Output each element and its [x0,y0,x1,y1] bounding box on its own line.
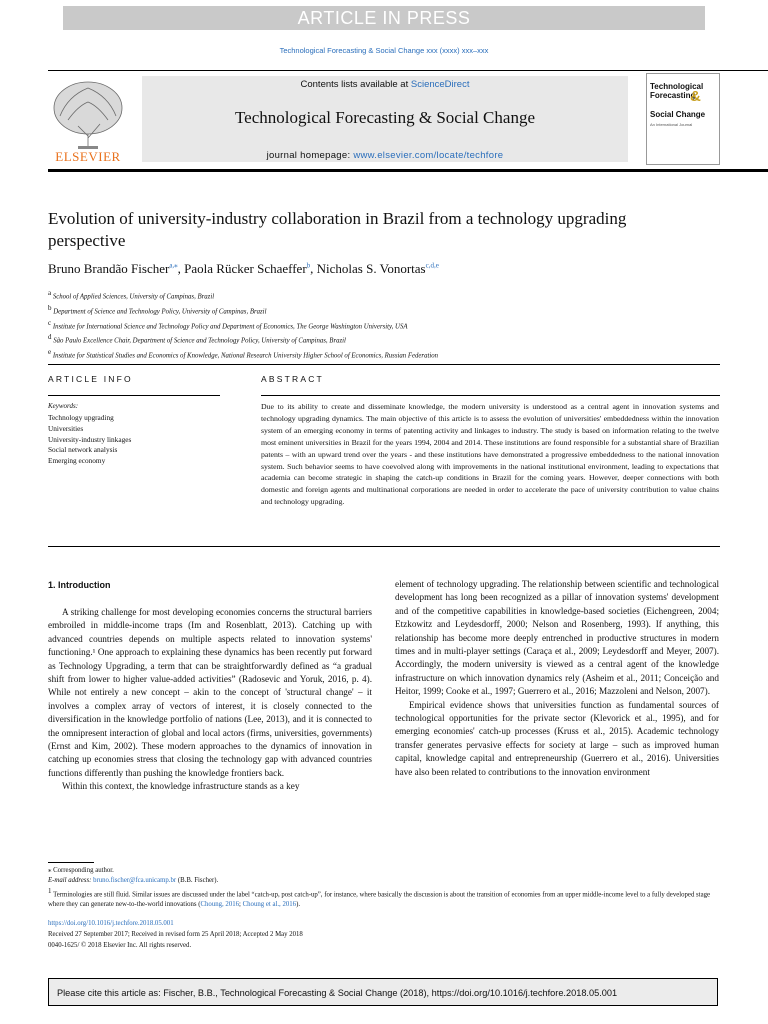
affiliation-mark: a [48,289,52,297]
article-in-press-banner: ARTICLE IN PRESS [63,6,705,30]
affiliation-text: São Paulo Excellence Chair, Department of Science and Technology Policy, University of Campinas, Brazil [53,337,346,345]
corresponding-note: ⁎ Corresponding author. [48,867,114,874]
footnote-end: ). [296,901,301,909]
abstract-rule [261,395,720,396]
keyword: Social network analysis [48,445,118,455]
affiliation [48,303,438,318]
author-list: Bruno Brandão Fischer$^{a,⁎}$, Paola Rücker Schaeffer$^b$, Nicholas S. Vonortas$^{c,d,e}$ [48,261,439,276]
homepage-link[interactable]: www.elsevier.com/locate/techfore [353,150,504,161]
email-suffix: (B.B. Fischer). [176,877,219,884]
author-name: Paola Rücker Schaeffer [184,261,307,276]
affiliation [48,288,438,303]
cover-line3: Social Change [650,110,706,119]
article-title: Evolution of university-industry collaboration in Brazil from a technology upgrading perspective [48,209,627,250]
cover-line2: Forecasting [650,91,696,100]
author-sup[interactable]: a,⁎ [169,261,178,270]
homepage-prefix: journal homepage: [266,150,354,161]
affiliation [48,347,438,362]
article-info-heading: ARTICLE INFO [48,374,133,384]
journal-homepage-line [142,150,628,161]
footnote-ref[interactable]: Choung, 2016 [200,901,240,909]
email-link[interactable]: bruno.fischer@fca.unicamp.br [93,877,177,884]
doi-link[interactable]: https://doi.org/10.1016/j.techfore.2018.05.001 [48,920,174,927]
email-note [48,876,720,886]
sciencedirect-link[interactable]: ScienceDirect [410,79,470,90]
affiliation [48,332,438,347]
paragraph: element of technology upgrading. The relationship between scientific and technological development has long been recognized as a pillar of innovation systems' development and of the competitive capabilities in knowledge-based societies (Eichengreen, 2004; Etzkowitz and Leydesdorff, 2000; Nelson and Rosenberg, 1993). If anything, this relationship has become more deeply entrenched in productive structures in modern times and in multi-player settings (Caraça et al., 2009; Leydesdorff and Meyer, 2007). Accordingly, the modern university is viewed as a central agent of the knowledge infrastructure on which innovation dynamics rely (Asheim et al., 2011; Conceição and Heitor, 1999; Cooke et al., 1997; Guerrero et al., 2016; Mazzoleni and Nelson, 2007). [395,579,719,697]
section-rule [48,364,720,365]
author-sup[interactable]: c,d,e [425,261,439,270]
abstract-heading: ABSTRACT [261,374,324,384]
contents-prefix: Contents lists available at [300,79,411,90]
keyword: Emerging economy [48,456,106,466]
affiliation-text: Institute for International Science and Technology Policy and Department of Economics, The George Washington University, USA [52,322,408,330]
footnote-mark: 1 [48,887,52,895]
affiliation-text: School of Applied Sciences, University of Campinas, Brazil [52,293,215,301]
elsevier-wordmark: ELSEVIER [55,149,121,164]
copyright: 0040-1625/ © 2018 Elsevier Inc. All rights reserved. [48,942,192,949]
affiliation-mark: b [48,303,52,312]
received-dates: Received 27 September 2017; Received in revised form 25 April 2018; Accepted 2 May 2018 [48,931,303,938]
keywords-label: Keywords: [48,402,79,410]
abstract-text: Due to its ability to create and disseminate knowledge, the modern university is understood as a central agent in innovation systems and technology upgrading dynamics. The main objective of this article is to assess the evolution of universities' embeddedness within the innovation system of an emerging economy in terms of patenting activity and linkages to industry. The study is based on information relating to the twelve most eminent universities in Brazil for the years 1994, 2004 and 2014. These institutions are found responsible for a substantial share of Brazilian patents – with an upward trend over the years - and these institutions have demonstrated a progressive embeddedness to the national innovation system. Such behavior seems to have coevolved along with improvements in the national institutional environment, leading to expectations that academia can become strategic in shaping the catch-up conditions in Brazil for the coming years. However, deeper connections with both domestic and foreign agents and multinational corporations are needed in order to accelerate the pace of university contribution to value chains and technology upgrading. [261,402,719,507]
affiliation-mark: c [48,318,52,327]
body-right-column [395,578,719,779]
author-sup[interactable]: b [306,261,311,270]
citation-box: Please cite this article as: Fischer, B.B., Technological Forecasting & Social Change (2018), https://doi.org/10.1016/j.techfore.2018.05.001 [48,978,718,1006]
author-name: Nicholas S. Vonortas [316,261,426,276]
affiliation-mark: d [48,333,52,342]
footnote-ref[interactable]: Choung et al., 2016 [242,901,297,909]
paragraph: Empirical evidence shows that universities function as fundamental sources of technological opportunities for the private sector (Klevorick et al., 1995), and for emerging economies' catch-up processes (Kruss et al., 2015). Academic technology transfer generates pervasive effects for society at large – such as improved human capital, knowledge capital and entrepreneurship (Guerrero et al., 2016). Universities have also been related to contributions to the innovation environment [395,699,719,777]
journal-reference[interactable]: Technological Forecasting & Social Change xxx (xxxx) xxx–xxx [279,46,489,55]
section-heading: 1. Introduction [48,580,111,590]
email-label: E-mail address: [48,877,94,884]
keyword: University-industry linkages [48,434,132,444]
author-name: Bruno Brandão Fischer [48,261,170,276]
footnote-sep: ; [239,901,243,909]
footnote-text: Terminologies are still fluid. Similar issues are discussed under the label “catch-up, post catch-up”, for instance, where basically the discussion is about the transition of economies from an upper middle-income level to a fully developed stage where they can generate new-to-the-world innovations ( [48,891,711,909]
paragraph: Within this context, the knowledge infrastructure stands as a key [62,781,300,792]
affiliations [48,288,438,362]
contents-line [142,79,628,90]
journal-title: Technological Forecasting & Social Change [234,108,535,127]
cover-line1: Technological [650,82,704,91]
cover-subtitle: An International Journal [650,122,693,127]
cover-title [650,82,718,119]
affiliation-mark: e [48,348,52,357]
paragraph: A striking challenge for most developing economies concerns the structural barriers embroiled in middle-income traps (Im and Rosenblatt, 2013). Catching up with advanced countries depends on multiple aspects related to innovation systems' functioning.¹ One approach to explaining these dynamics has been recently put forward as Technology Upgrading, a term that can be straightforwardly defined as “a gradual shift from lower to higher value-added activities” (Radosevic and Yoruk, 2016, p. 4). While not entirely a new concept – akin to the concept of 'structural change' – it involves a complex array of vectors of interest, it is closely connected to the diversification in the knowledge portfolio of nations (Lee, 2013), and it is connected to the omnipresent interaction of global and local actors (firms, universities, governments) (Ernst and Kim, 2002). These modern approaches to the dynamics of innovation in catching up economies stress that closing the technology gap with advanced countries functions differently than pushing the knowledge frontiers back. [48,607,372,778]
affiliation [48,318,438,333]
affiliation-text: Institute for Statistical Studies and Economics of Knowledge, National Research University Higher School of Economics, Russian Federation [52,352,439,360]
affiliation-text: Department of Science and Technology Policy, University of Campinas, Brazil [53,308,267,316]
header-rule [48,70,768,71]
keyword: Technology upgrading [48,413,114,422]
footnote-rule [48,862,94,863]
abstract-bottom-rule [48,546,720,547]
keyword-list [48,413,131,467]
cover-ampersand: & [690,88,701,105]
article-info-rule [48,395,220,396]
header-bottom-rule [48,169,768,172]
body-left-column [48,606,372,794]
keyword: Universities [48,423,84,433]
footnote-1 [48,886,720,910]
